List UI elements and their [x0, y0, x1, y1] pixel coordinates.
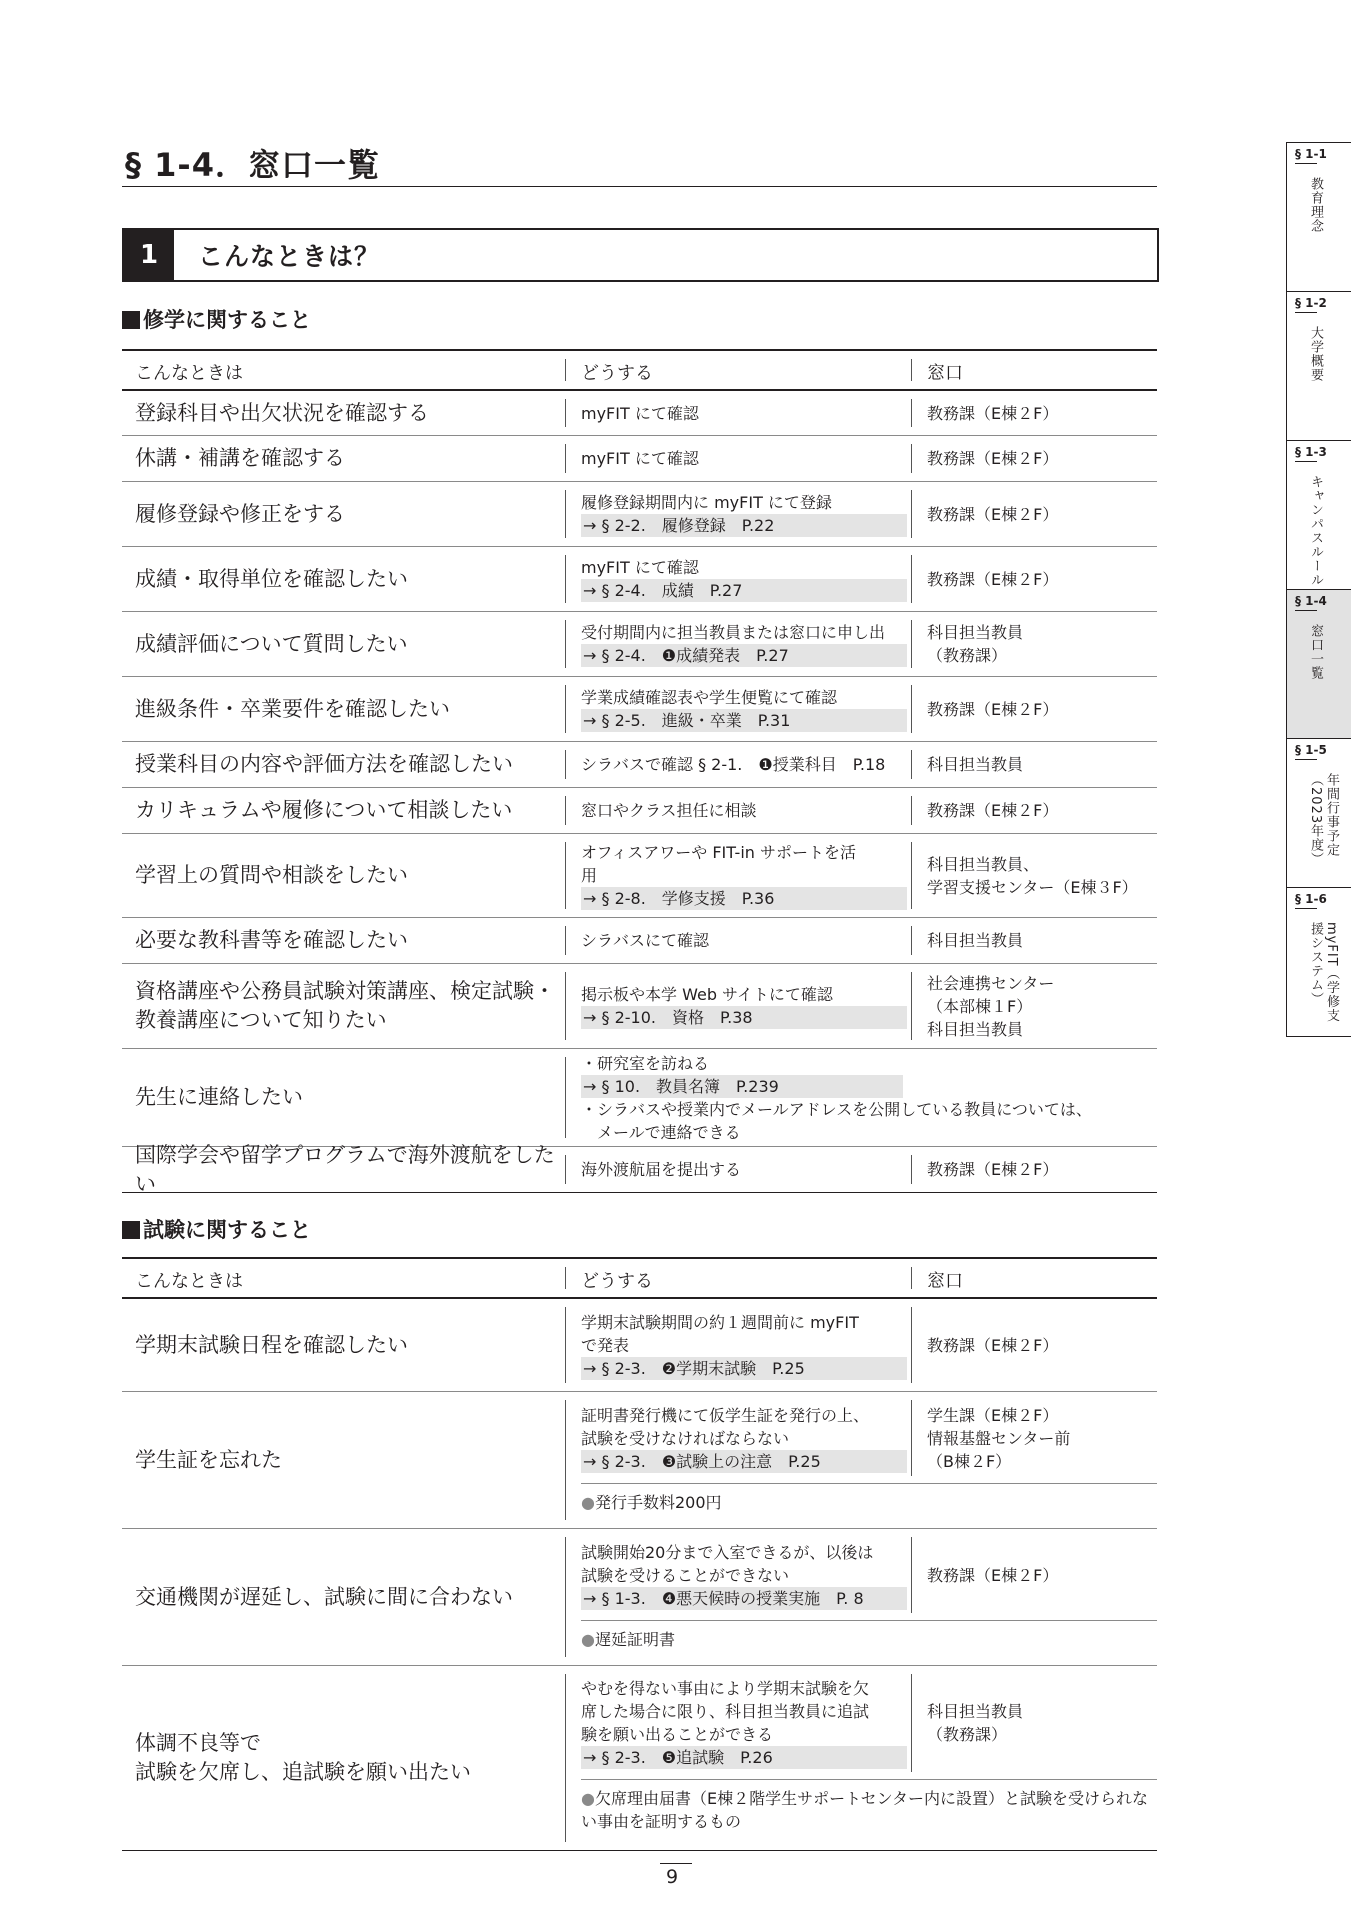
situation-cell: 必要な教科書等を確認したい	[135, 928, 408, 952]
office-text: 教務課（E棟２F）	[927, 1565, 1059, 1585]
action-text: ・シラバスや授業内でメールアドレスを公開している教員については、	[581, 1099, 1092, 1119]
column-separator	[911, 1674, 912, 1772]
action-text: オフィスアワーや FIT-in サポートを活	[581, 843, 856, 862]
column-separator	[911, 444, 912, 473]
study-table	[122, 349, 1157, 1196]
office-cell	[927, 612, 1157, 676]
title-rule	[122, 186, 1157, 187]
action-text: シラバスで確認 § 2-1. ❶授業科目 P.18	[581, 755, 886, 774]
reference-link: → § 2-3. ❷学期末試験 P.25	[581, 1357, 907, 1380]
action-cell	[581, 918, 907, 963]
office-text: 科目担当教員	[927, 931, 1024, 950]
study-heading: 修学に関すること	[122, 304, 311, 334]
section-header	[122, 228, 1159, 282]
table-row	[122, 391, 1157, 436]
table-header-row	[122, 349, 1157, 391]
reference-link: → § 2-5. 進級・卒業 P.31	[581, 709, 907, 732]
action-text: 席した場合に限り、科目担当教員に追試	[581, 1702, 870, 1721]
action-cell	[581, 482, 907, 546]
table-row	[122, 677, 1157, 742]
situation-cell: 学期末試験日程を確認したい	[135, 1332, 408, 1357]
side-tab	[1286, 887, 1351, 1036]
reference-link: → § 2-3. ❺追試験 P.26	[581, 1746, 907, 1769]
action-cell	[581, 436, 907, 481]
office-cell	[927, 1666, 1157, 1780]
note-cell	[581, 1779, 1157, 1850]
reference-link: → § 1-3. ❹悪天候時の授業実施 P. 8	[581, 1587, 907, 1610]
office-text: 教務課（E棟２F）	[927, 801, 1059, 820]
office-cell	[927, 677, 1157, 741]
situation-cell: 国際学会や留学プログラムで海外渡航をしたい	[135, 1142, 555, 1196]
office-text: 科目担当教員、	[927, 854, 1040, 874]
column-separator	[565, 1267, 566, 1289]
side-tab-index	[1286, 142, 1351, 1037]
table-row	[122, 834, 1157, 918]
reference-link: → § 2-10. 資格 P.38	[581, 1006, 907, 1029]
situation-cell: 履修登録や修正をする	[135, 501, 345, 526]
table-row	[122, 1142, 1157, 1196]
column-separator	[565, 685, 566, 733]
action-text: で発表	[581, 1335, 630, 1355]
bullet-dot-icon: ●	[581, 1630, 595, 1649]
office-cell	[927, 1392, 1157, 1484]
side-tab-rule	[1295, 163, 1317, 164]
column-separator	[565, 490, 566, 538]
action-cell	[581, 742, 907, 787]
side-tab-number: § 1-2	[1295, 296, 1327, 310]
situation-cell: カリキュラムや履修について相談したい	[135, 798, 513, 822]
action-cell	[581, 1392, 907, 1484]
side-tab-rule	[1295, 312, 1317, 313]
side-tab-label: 教育理念	[1308, 177, 1323, 233]
action-cell	[581, 547, 907, 611]
side-tab	[1286, 589, 1351, 738]
column-separator	[911, 620, 912, 668]
column-header: 窓口	[927, 363, 963, 384]
office-cell	[927, 1147, 1157, 1192]
situation-cell: 資格講座や公務員試験対策講座、検定試験・教養講座について知りたい	[135, 979, 555, 1032]
reference-link: → § 2-4. 成績 P.27	[581, 579, 907, 602]
side-tab-label: 年間行事予定（2023年度）	[1308, 773, 1339, 867]
action-cell	[581, 677, 907, 741]
office-text: 科目担当教員	[927, 755, 1024, 774]
situation-cell: 学習上の質問や相談をしたい	[135, 863, 408, 887]
table-row	[122, 918, 1157, 964]
office-text: 社会連携センター	[927, 973, 1055, 993]
office-cell	[927, 482, 1157, 546]
column-separator	[911, 490, 912, 538]
office-cell	[927, 547, 1157, 611]
column-separator	[565, 842, 566, 909]
office-text: （教務課）	[927, 1725, 1008, 1744]
office-cell	[927, 436, 1157, 481]
situation-cell: 成績・取得単位を確認したい	[135, 566, 408, 591]
action-cell	[581, 612, 907, 676]
office-cell	[927, 788, 1157, 833]
column-header: こんなときは	[135, 1271, 243, 1292]
bullet-dot-icon: ●	[581, 1789, 595, 1808]
section-number: 1	[124, 230, 174, 280]
reference-link: → § 2-2. 履修登録 P.22	[581, 514, 907, 537]
situation-cell: 成績評価について質問したい	[135, 631, 408, 656]
action-cell	[581, 1666, 907, 1780]
situation-cell: 進級条件・卒業要件を確認したい	[135, 696, 450, 721]
office-text: 学生課（E棟２F）	[927, 1405, 1059, 1425]
action-cell	[581, 964, 907, 1048]
footer-rule	[660, 1863, 692, 1864]
table-header-row	[122, 1257, 1157, 1299]
office-text: （B棟２F）	[927, 1451, 1012, 1471]
office-text: 科目担当教員	[927, 1019, 1024, 1039]
column-separator	[565, 1307, 566, 1383]
column-separator	[565, 1057, 566, 1138]
situation-cell: 登録科目や出欠状況を確認する	[135, 400, 429, 425]
action-cell	[581, 1049, 1141, 1146]
action-text: シラバスにて確認	[581, 931, 710, 950]
bullet-dot-icon: ●	[581, 1493, 595, 1512]
column-separator	[565, 750, 566, 779]
action-text: 履修登録期間内に myFIT にて登録	[581, 493, 832, 512]
square-bullet-icon	[122, 1221, 140, 1239]
column-separator	[565, 399, 566, 427]
side-tab-end-rule	[1286, 1036, 1351, 1037]
column-separator	[911, 842, 912, 909]
table-row	[122, 964, 1157, 1049]
office-cell	[927, 834, 1157, 917]
section-label: こんなときは？	[198, 242, 381, 271]
office-cell	[927, 964, 1157, 1048]
column-separator	[911, 1400, 912, 1476]
side-tab	[1286, 142, 1351, 291]
action-text: myFIT にて確認	[581, 449, 699, 468]
situation-cell: 交通機関が遅延し、試験に間に合わない	[135, 1584, 513, 1609]
side-tab-label: キャンパスルール	[1308, 475, 1323, 587]
side-tab	[1286, 440, 1351, 589]
side-tab-label: 窓口一覧	[1308, 624, 1323, 680]
exam-heading: 試験に関すること	[122, 1214, 311, 1244]
action-cell	[581, 1147, 907, 1192]
action-text: 試験開始20分まで入室できるが、以後は	[581, 1542, 874, 1562]
office-cell	[927, 1529, 1157, 1621]
table-row	[122, 1049, 1157, 1147]
office-text: 教務課（E棟２F）	[927, 1335, 1059, 1355]
side-tab-number: § 1-5	[1295, 743, 1327, 757]
note-text: 発行手数料200円	[594, 1493, 722, 1512]
action-cell	[581, 1299, 907, 1391]
office-text: 教務課（E棟２F）	[927, 403, 1059, 423]
table-row	[122, 788, 1157, 834]
office-text: 教務課（E棟２F）	[927, 449, 1059, 468]
table-row	[122, 612, 1157, 677]
column-separator	[911, 555, 912, 603]
column-separator	[911, 1307, 912, 1383]
action-text: 用	[581, 866, 598, 885]
column-separator	[911, 1537, 912, 1613]
square-bullet-icon	[122, 311, 140, 329]
column-separator	[565, 1155, 566, 1184]
office-text: 情報基盤センター前	[927, 1428, 1071, 1448]
reference-link: → § 2-3. ❸試験上の注意 P.25	[581, 1450, 907, 1473]
column-separator	[911, 926, 912, 955]
column-separator	[565, 926, 566, 955]
office-text: 科目担当教員	[927, 1702, 1024, 1721]
side-tab-rule	[1295, 759, 1317, 760]
reference-link: → § 10. 教員名簿 P.239	[581, 1075, 903, 1098]
table-row	[122, 436, 1157, 482]
exam-table	[122, 1257, 1157, 1851]
side-tab-number: § 1-1	[1295, 147, 1327, 161]
side-tab-number: § 1-6	[1295, 892, 1327, 906]
column-separator	[911, 399, 912, 427]
office-text: 教務課（E棟２F）	[927, 569, 1059, 589]
action-text: 受付期間内に担当教員または窓口に申し出	[581, 623, 886, 642]
office-text: 学習支援センター（E棟３F）	[927, 877, 1138, 897]
column-separator	[565, 555, 566, 603]
table-row	[122, 742, 1157, 788]
action-text: 海外渡航届を提出する	[581, 1160, 742, 1179]
side-tab-rule	[1295, 461, 1317, 462]
table-row	[122, 482, 1157, 547]
action-text: 試験を受けることができない	[581, 1565, 790, 1585]
action-text: myFIT にて確認	[581, 403, 699, 423]
column-separator	[911, 796, 912, 825]
column-separator	[911, 1155, 912, 1184]
column-separator	[565, 972, 566, 1040]
action-text: 試験を受けなければならない	[581, 1428, 790, 1448]
column-separator	[565, 444, 566, 473]
office-text: 教務課（E棟２F）	[927, 504, 1059, 524]
note-text: 欠席理由届書（E棟２階学生サポートセンター内に設置）と試験を受けられない事由を証明するもの	[581, 1789, 1148, 1831]
action-text: 証明書発行機にて仮学生証を発行の上、	[581, 1405, 870, 1425]
table-row	[122, 547, 1157, 612]
office-cell	[927, 1299, 1157, 1391]
column-separator	[565, 1537, 566, 1657]
action-text: 学期末試験期間の約１週間前に myFIT	[581, 1312, 859, 1332]
office-text: 教務課（E棟２F）	[927, 1160, 1059, 1179]
side-tab-rule	[1295, 908, 1317, 909]
column-header: 窓口	[927, 1271, 963, 1292]
note-cell	[581, 1483, 1157, 1528]
reference-link: → § 2-8. 学修支援 P.36	[581, 887, 907, 910]
office-text: （本部棟１F）	[927, 996, 1033, 1016]
column-separator	[911, 685, 912, 733]
table-row	[122, 1666, 1157, 1851]
action-cell	[581, 834, 907, 917]
office-text: （教務課）	[927, 646, 1008, 665]
column-separator	[565, 359, 566, 381]
side-tab-label: myFIT（学修支援システム）	[1308, 922, 1339, 1023]
table-row	[122, 1529, 1157, 1666]
office-text: 教務課（E棟２F）	[927, 699, 1059, 719]
office-text: 科目担当教員	[927, 623, 1024, 642]
action-cell	[581, 391, 907, 435]
situation-cell: 学生証を忘れた	[135, 1447, 282, 1472]
side-tab-number: § 1-3	[1295, 445, 1327, 459]
situation-cell: 体調不良等で 試験を欠席し、追試験を願い出たい	[135, 1731, 471, 1784]
side-tab	[1286, 738, 1351, 887]
action-text: 験を願い出ることができる	[581, 1725, 774, 1744]
column-separator	[911, 359, 912, 381]
side-tab-number: § 1-4	[1295, 594, 1327, 608]
reference-link: → § 2-4. ❶成績発表 P.27	[581, 644, 907, 667]
side-tab	[1286, 291, 1351, 440]
action-text: やむを得ない事由により学期末試験を欠	[581, 1679, 870, 1698]
office-cell	[927, 918, 1157, 963]
action-text: 学業成績確認表や学生便覧にて確認	[581, 688, 838, 707]
action-text: myFIT にて確認	[581, 558, 699, 577]
page-title: § 1-4．窓口一覧	[125, 146, 380, 184]
column-separator	[911, 972, 912, 1040]
side-tab-label: 大学概要	[1308, 326, 1323, 382]
note-text: 遅延証明書	[594, 1630, 675, 1649]
situation-cell: 休講・補講を確認する	[135, 446, 345, 470]
action-text: メールで連絡できる	[581, 1122, 741, 1142]
column-header: どうする	[581, 1271, 653, 1292]
column-separator	[565, 620, 566, 668]
column-separator	[565, 1400, 566, 1520]
situation-cell: 授業科目の内容や評価方法を確認したい	[135, 752, 513, 776]
column-header: こんなときは	[135, 363, 243, 384]
table-row	[122, 1299, 1157, 1392]
column-separator	[911, 1267, 912, 1289]
action-text: 掲示板や本学 Web サイトにて確認	[581, 985, 833, 1004]
table-row	[122, 1392, 1157, 1529]
note-cell	[581, 1620, 1157, 1665]
column-separator	[565, 796, 566, 825]
action-cell	[581, 1529, 907, 1621]
action-text: ・研究室を訪ねる	[581, 1053, 710, 1073]
office-cell	[927, 391, 1157, 435]
column-separator	[911, 750, 912, 779]
column-separator	[565, 1674, 566, 1842]
side-tab-rule	[1295, 610, 1317, 611]
office-cell	[927, 742, 1157, 787]
column-header: どうする	[581, 363, 653, 384]
action-text: 窓口やクラス担任に相談	[581, 801, 757, 820]
situation-cell: 先生に連絡したい	[135, 1085, 303, 1109]
page-number: 9	[666, 1866, 679, 1888]
action-cell	[581, 788, 907, 833]
